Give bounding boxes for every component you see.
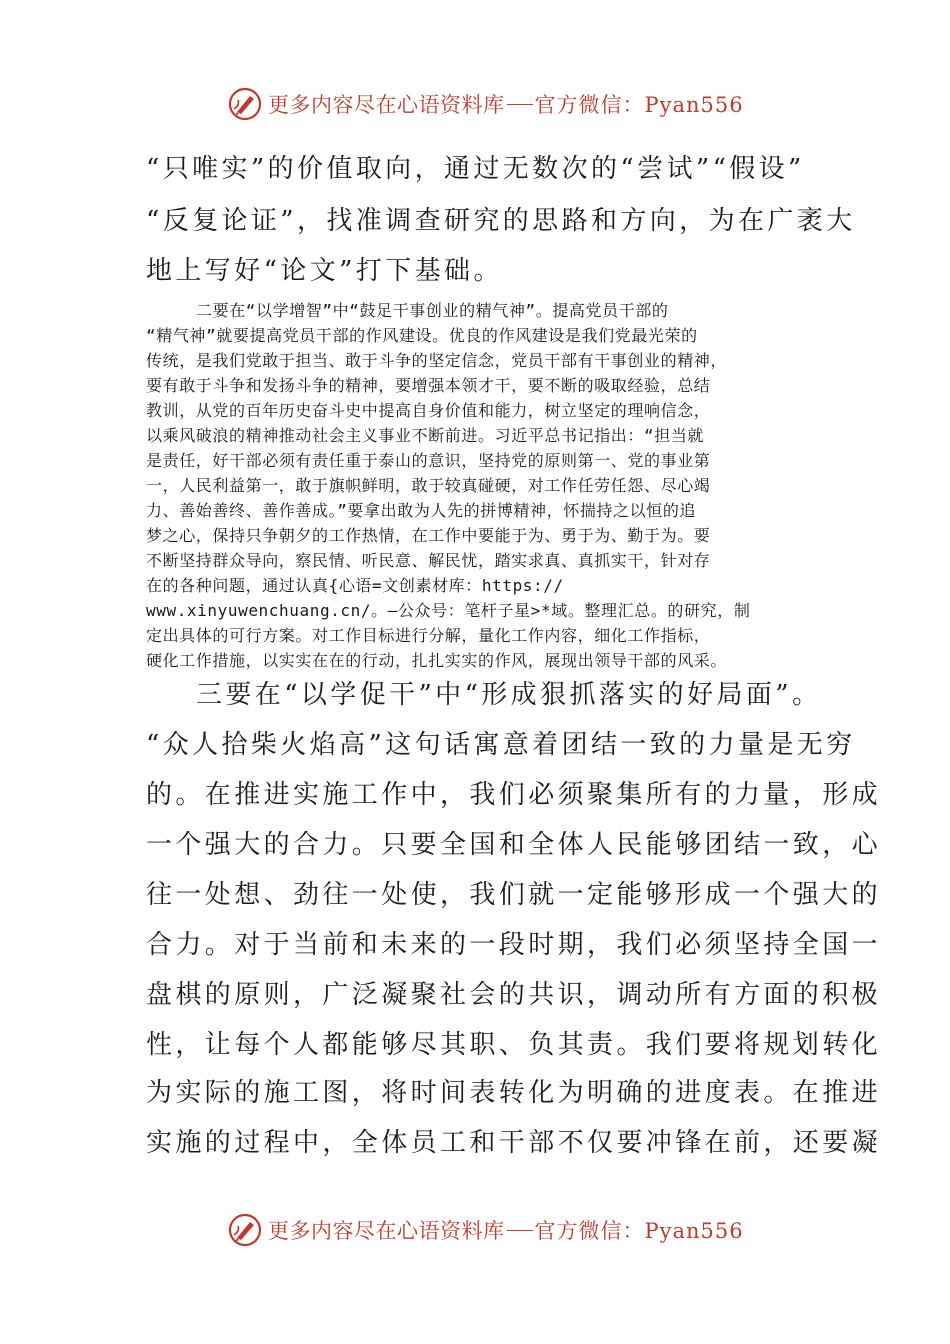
pen-logo-icon (228, 1213, 262, 1247)
para2-line: 不断坚持群众导向，察民情、听民意、解民忧，踏实求真、真抓实干，针对存 (146, 551, 711, 570)
para2-line: 在的各种问题，通过认真{心语=文创素材库：https:// (146, 576, 564, 595)
para3-line: 性，让每个人都能够尽其职、负其责。我们要将规划转化 (146, 1030, 882, 1060)
para2-line: 是责任，好干部必须有责任重于泰山的意识，坚持党的原则第一、党的事业第 (146, 451, 711, 470)
para2-line: 定出具体的可行方案。对工作目标进行分解，量化工作内容，细化工作指标， (146, 626, 711, 645)
para2-line: www.xinyuwenchuang.cn/。—公众号：笔杆子星>*域。整理汇总。的研究，制 (146, 601, 751, 620)
banner-main-text: 更多内容尽在心语资料库 (268, 1219, 505, 1243)
para2-line: 二要在“以学增智”中“鼓足干事创业的精气神”。提高党员干部的 (196, 301, 669, 320)
para2-line: 教训，从党的百年历史奋斗史中提高自身价值和能力，树立坚定的理响信念， (146, 401, 711, 420)
header-banner (228, 82, 744, 126)
para3-line: 的。在推进实施工作中，我们必须聚集所有的力量，形成 (146, 780, 882, 810)
banner-sub-text: 官方微信：Pyan556 (534, 1219, 744, 1243)
para2-line: 要有敢于斗争和发扬斗争的精神，要增强本领才干，要不断的吸取经验，总结 (146, 376, 711, 395)
para2-line: “精气神”就要提高党员干部的作风建设。优良的作风建设是我们党最光荣的 (146, 326, 698, 345)
para1-line: 地上写好“论文”打下基础。 (146, 256, 503, 286)
para1-line: “只唯实”的价值取向，通过无数次的“尝试”“假设” (146, 154, 805, 184)
banner-separator (507, 1230, 533, 1231)
banner-separator (507, 104, 533, 105)
para3-line: 三要在“以学促干”中“形成狠抓落实的好局面”。 (196, 680, 822, 710)
para2-line: 力、善始善终、善作善成。”要拿出敢为人先的拼博精神，怀揣持之以恒的追 (146, 501, 697, 520)
para3-line: 实施的过程中，全体员工和干部不仅要冲锋在前，还要凝 (146, 1128, 882, 1158)
para3-line: 合力。对于当前和未来的一段时期，我们必须坚持全国一 (146, 930, 882, 960)
banner-sub-text: 官方微信：Pyan556 (534, 93, 744, 117)
banner-main-text: 更多内容尽在心语资料库 (268, 93, 505, 117)
para3-line: 一个强大的合力。只要全国和全体人民能够团结一致，心 (146, 830, 882, 860)
para2-line: 以乘风破浪的精神推动社会主义事业不断前进。习近平总书记指出：“担当就 (146, 426, 705, 445)
para2-line: 传统，是我们党敢于担当、敢于斗争的坚定信念，党员干部有干事创业的精神， (146, 351, 728, 370)
para2-line: 梦之心，保持只争朝夕的工作热情，在工作中要能于为、勇于为、勤于为。要 (146, 526, 711, 545)
para2-block (146, 298, 806, 673)
para2-line: 一，人民利益第一，敢于旗帜鲜明，敢于较真碰硬，对工作任劳任怨、尽心竭 (146, 476, 711, 495)
para3-line: 为实际的施工图，将时间表转化为明确的进度表。在推进 (146, 1078, 882, 1108)
pen-logo-icon (228, 87, 262, 121)
para1-line: “反复论证”，找准调查研究的思路和方向，为在广袤大 (146, 206, 856, 236)
footer-banner (228, 1208, 744, 1252)
para3-line: 盘棋的原则，广泛凝聚社会的共识，调动所有方面的积极 (146, 980, 882, 1010)
para2-line: 硬化工作措施，以实实在在的行动，扎扎实实的作风，展现出领导干部的风采。 (146, 651, 728, 670)
para3-line: 往一处想、劲往一处使，我们就一定能够形成一个强大的 (146, 880, 882, 910)
para3-line: “众人拾柴火焰高”这句话寓意着团结一致的力量是无穷 (146, 730, 856, 760)
